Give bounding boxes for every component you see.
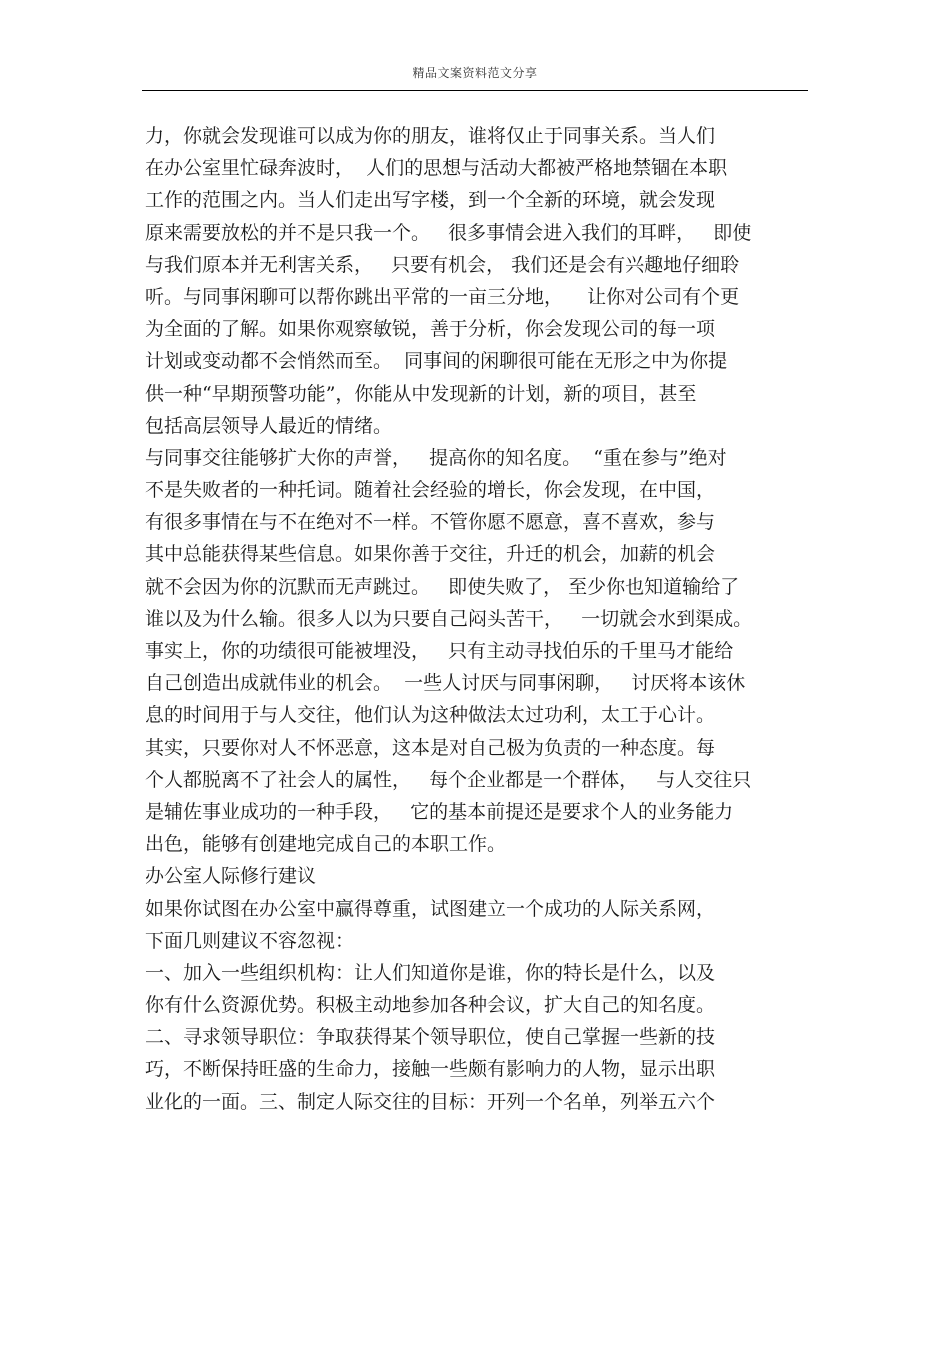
text-line: 是辅佐事业成功的一种手段， 它的基本前提还是要求个人的业务能力: [145, 800, 734, 823]
text-line: 有很多事情在与不在绝对不一样。不管你愿不愿意，喜不喜欢，参与: [145, 511, 716, 534]
text-line: 个人都脱离不了社会人的属性， 每个企业都是一个群体， 与人交往只: [145, 768, 752, 791]
text-line: 二、寻求领导职位：争取获得某个领导职位，使自己掌握一些新的技: [145, 1026, 716, 1049]
text-line: 事实上，你的功绩很可能被埋没， 只有主动寻找伯乐的千里马才能给: [145, 640, 734, 662]
text-line: 巧，不断保持旺盛的生命力，接触一些颇有影响力的人物，显示出职: [145, 1058, 716, 1081]
text-line: 原来需要放松的并不是只我一个。 很多事情会进入我们的耳畔， 即使: [145, 221, 752, 244]
text-line: 就不会因为你的沉默而无声跳过。 即使失败了， 至少你也知道输给了: [145, 575, 740, 598]
text-line: 听。与同事闲聊可以帮你跳出平常的一亩三分地， 让你对公司有个更: [145, 285, 740, 308]
text-line: 计划或变动都不会悄然而至。 同事间的闲聊很可能在无形之中为你提: [145, 350, 728, 373]
text-line: 力，你就会发现谁可以成为你的朋友，谁将仅止于同事关系。当人们: [145, 125, 716, 147]
text-line: 工作的范围之内。当人们走出写字楼，到一个全新的环境，就会发现: [145, 189, 716, 212]
text-line: 你有什么资源优势。积极主动地参加各种会议，扩大自己的知名度。: [145, 994, 716, 1017]
text-line: 一、加入一些组织机构：让人们知道你是谁，你的特长是什么，以及: [145, 961, 716, 984]
text-line: 下面几则建议不容忽视：: [145, 929, 355, 952]
text-line: 如果你试图在办公室中赢得尊重，试图建立一个成功的人际关系网，: [145, 897, 716, 920]
document-body: [145, 120, 815, 1118]
text-line: 其中总能获得某些信息。如果你善于交往，升迁的机会，加薪的机会: [145, 543, 716, 566]
text-line: 与同事交往能够扩大你的声誉， 提高你的知名度。 “重在参与”绝对: [145, 446, 727, 469]
text-line: 其实，只要你对人不怀恶意，这本是对自己极为负责的一种态度。每: [145, 736, 716, 759]
text-line: 在办公室里忙碌奔波时， 人们的思想与活动大都被严格地禁锢在本职: [145, 157, 728, 180]
text-line: 息的时间用于与人交往，他们认为这种做法太过功利，太工于心计。: [145, 704, 716, 727]
text-line: 自己创造出成就伟业的机会。 一些人讨厌与同事闲聊， 讨厌将本该休: [145, 672, 746, 695]
section-heading: 办公室人际修行建议: [145, 865, 317, 888]
header-divider: [142, 90, 808, 91]
text-line: 包括高层领导人最近的情绪。: [145, 414, 393, 437]
text-line: 为全面的了解。如果你观察敏锐，善于分析，你会发现公司的每一项: [145, 318, 716, 341]
text-line: 供一种“早期预警功能”，你能从中发现新的计划，新的项目，甚至: [145, 382, 697, 405]
text-line: 不是失败者的一种托词。随着社会经验的增长，你会发现，在中国，: [145, 479, 716, 502]
text-line: 业化的一面。三、制定人际交往的目标：开列一个名单，列举五六个: [145, 1090, 716, 1113]
text-line: 谁以及为什么输。很多人以为只要自己闷头苦干， 一切就会水到渠成。: [145, 607, 753, 630]
text-line: 出色，能够有创建地完成自己的本职工作。: [145, 833, 507, 856]
page-header: 精品文案资料范文分享: [412, 66, 538, 80]
text-line: 与我们原本并无利害关系， 只要有机会， 我们还是会有兴趣地仔细聆: [145, 253, 740, 276]
